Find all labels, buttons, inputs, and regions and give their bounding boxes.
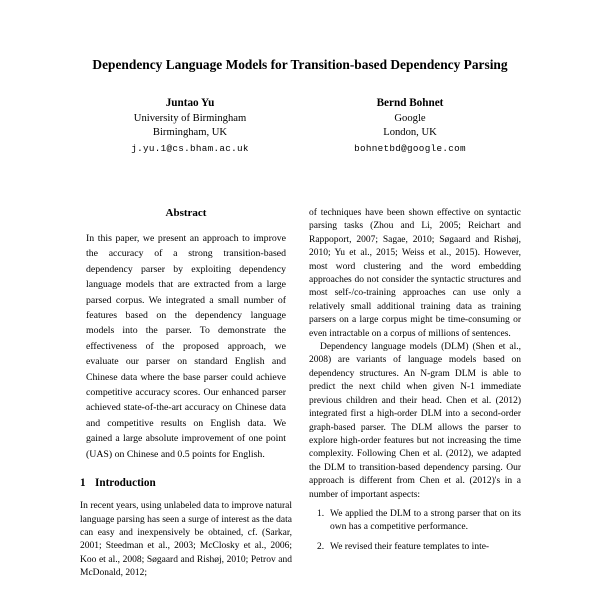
author-1-email: j.yu.1@cs.bham.ac.uk (131, 143, 249, 154)
two-column-body (80, 207, 521, 581)
right-column (309, 207, 521, 581)
author-block (0, 96, 600, 155)
right-paragraph-1: of techniques have been shown effective on syntactic parsing tasks (Zhou and Li, 2005; Reichart and Rappoport, 2007; Sagae, 2010; Søgaard and Rishøj, 2010; Yu et al., 2015; Weiss et al., 2015). However, most word clustering and the word embedding approaches do not consider the syntactic structures and most self-/co-training approaches can use only a relatively small additional training data as training parsers on a large corpus might be time-consuming or even intractable on a corpus of millions of sentences. (309, 208, 521, 339)
author-1-location: Birmingham, UK (152, 126, 228, 138)
paper-title: Dependency Language Models for Transition-based Dependency Parsing (92, 57, 508, 72)
aspects-list (309, 508, 521, 554)
author-2-affiliation: Google (394, 113, 426, 124)
section-heading-introduction (80, 477, 292, 490)
list-item-1 (309, 508, 521, 535)
intro-paragraph-1: In recent years, using unlabeled data to improve natural language parsing has seen a surge of interest as the data can easy and inexpensively be obtained, cf. (Sarkar, 2001; Steedman et al., 2003; McClosky et al., 2006; Koo et al., 2008; Søgaard and Rishøj, 2010; Petrov and McDonald, 2012; (80, 501, 292, 579)
abstract-heading: Abstract (165, 207, 207, 219)
list-item-2-number: 2. (317, 541, 325, 552)
list-item-2-text: We revised their feature templates to inte- (330, 541, 490, 552)
list-item-2 (309, 541, 521, 554)
author-1-name: Juntao Yu (165, 97, 215, 109)
list-item-1-text: We applied the DLM to a strong parser that on its own has a competitive performance. (330, 508, 521, 533)
author-2-name: Bernd Bohnet (376, 97, 444, 109)
author-2 (300, 96, 520, 155)
section-number: 1 (80, 477, 86, 490)
abstract-text: In this paper, we present an approach to improve the accuracy of a strong transition-based dependency parser by exploiting dependency language models that are extracted from a large parsed corpus. We integrated a small number of features based on the dependency language models into the parser. To demonstrate the effectiveness of the proposed approach, we evaluate our parser on standard English and Chinese data where the base parser could achieve competitive accuracy scores. Our enhanced parser achieved state-of-the-art accuracy on Chinese data and competitive results on English data. We gained a large absolute improvement of one point (UAS) on Chinese and 0.5 points for English. (86, 233, 286, 460)
list-item-1-number: 1. (317, 508, 325, 519)
author-1 (80, 96, 300, 155)
right-paragraph-2: Dependency language models (DLM) (Shen et al., 2008) are variants of language models based on dependency structures. An N-gram DLM is able to predict the next child when given N-1 immediate previous children and their head. Chen et al. (2012) integrated first a high-order DLM into a second-order graph-based parser. The DLM allows the parser to explore high-order features but not increasing the time complexity. Following Chen et al. (2012), we adapted the DLM to transition-based dependency parsing. Our approach is different from Chen et al. (2012)'s in a number of important aspects: (309, 342, 521, 500)
left-column (80, 207, 292, 581)
section-title: Introduction (95, 477, 156, 490)
author-2-email: bohnetbd@google.com (354, 143, 466, 154)
author-2-location: London, UK (383, 126, 437, 138)
author-1-affiliation: University of Birmingham (133, 113, 247, 124)
